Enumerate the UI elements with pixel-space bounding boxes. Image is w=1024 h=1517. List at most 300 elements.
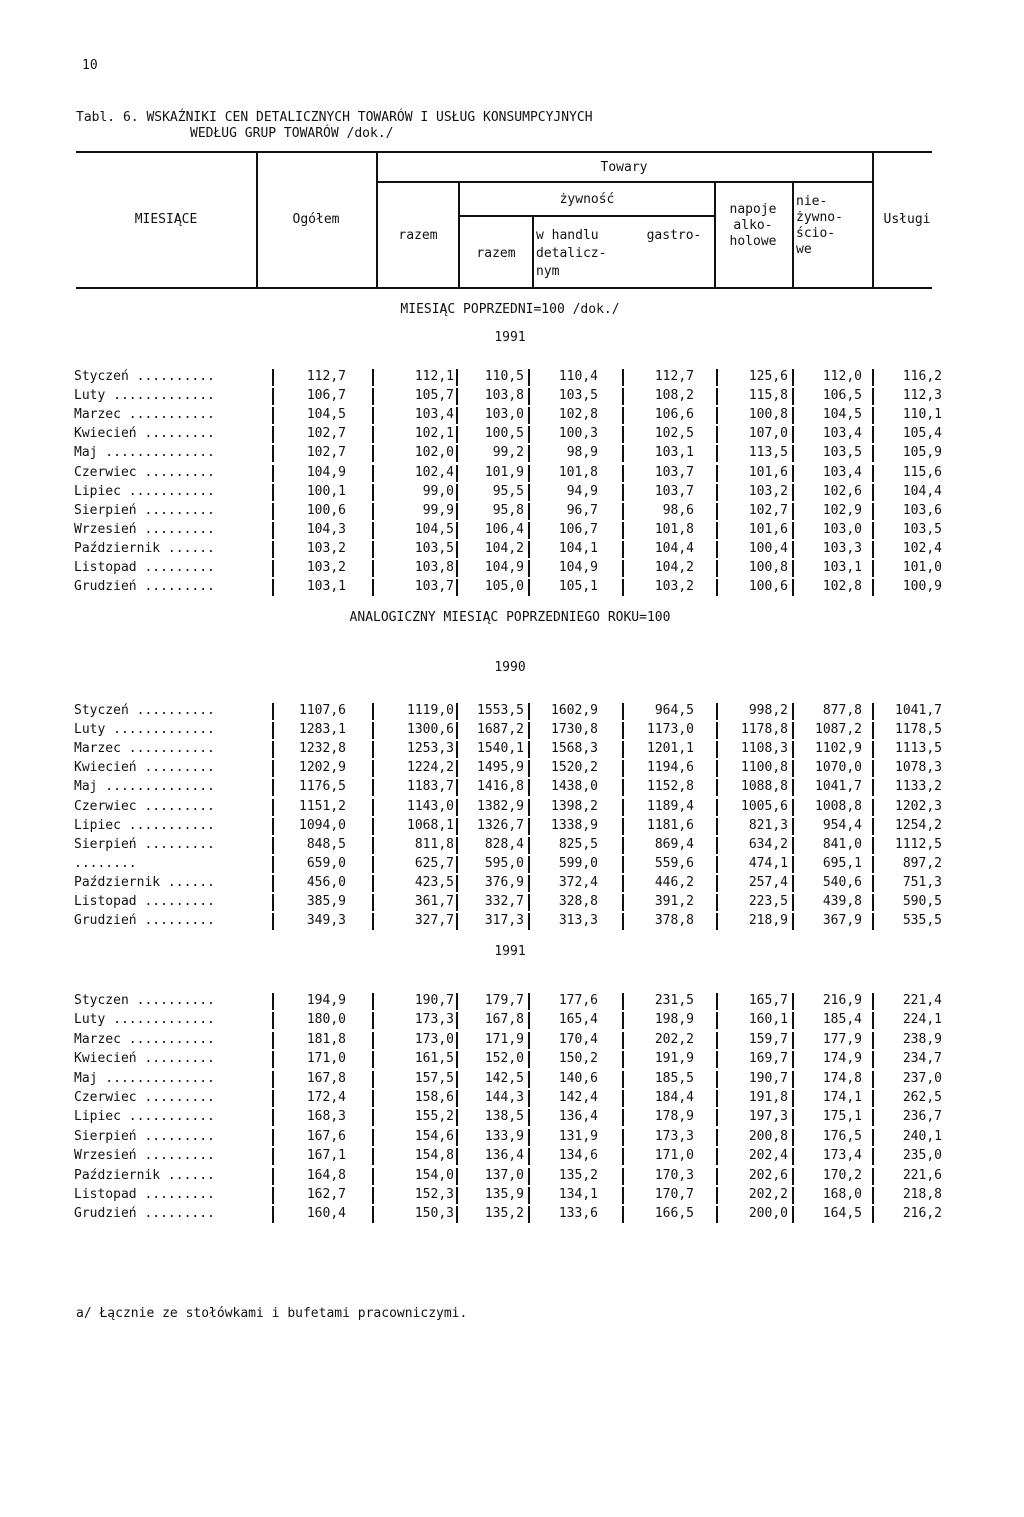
- table-cell: 167,1: [306, 1148, 346, 1164]
- table-cell: 138,5: [484, 1109, 524, 1125]
- table-cell: 103,5: [414, 540, 454, 556]
- table-cell: 391,2: [654, 894, 694, 909]
- table-cell: 1094,0: [299, 817, 346, 833]
- table-cell: 1300,6: [407, 722, 454, 738]
- table-cell: 190,7: [748, 1070, 788, 1086]
- table-cell: 474,1: [748, 855, 788, 871]
- table-cell: 115,8: [748, 388, 788, 404]
- table-cell: 869,4: [654, 836, 694, 852]
- table-cell: 535,5: [902, 913, 942, 929]
- table-cell: 197,3: [748, 1109, 788, 1125]
- table-cell: 1100,8: [741, 760, 788, 776]
- table-cell: 174,1: [822, 1090, 862, 1105]
- row-month-label: Listopad .........: [74, 894, 215, 909]
- table-cell: 1183,7: [407, 779, 454, 795]
- table-cell: 1254,2: [895, 817, 942, 833]
- table-cell: 313,3: [558, 913, 598, 929]
- table-cell: 102,9: [822, 502, 862, 518]
- table-row: [0, 778, 1024, 796]
- table-cell: 98,9: [566, 445, 598, 461]
- table-cell: 191,8: [748, 1090, 788, 1105]
- header-niezyw-4: we: [796, 242, 812, 257]
- table-row: [0, 798, 1024, 816]
- table-cell: 439,8: [822, 894, 862, 909]
- table-cell: 180,0: [306, 1012, 346, 1028]
- row-month-label: Czerwiec .........: [74, 1090, 215, 1105]
- table-cell: 107,0: [748, 426, 788, 442]
- table-cell: 103,1: [306, 579, 346, 595]
- table-cell: 1553,5: [477, 703, 524, 718]
- row-month-label: Styczen ..........: [74, 993, 215, 1008]
- table-cell: 317,3: [484, 913, 524, 929]
- table-cell: 103,2: [306, 560, 346, 575]
- table-title: Tabl. 6. WSKAŹNIKI CEN DETALICZNYCH TOWARÓW I USŁUG KONSUMPCYJNYCH: [76, 110, 593, 125]
- table-cell: 1189,4: [647, 798, 694, 814]
- table-row: [0, 893, 1024, 911]
- table-cell: 103,4: [414, 407, 454, 423]
- table-cell: 595,0: [484, 855, 524, 871]
- table-cell: 1540,1: [477, 741, 524, 757]
- table-cell: 1338,9: [551, 817, 598, 833]
- table-cell: 174,8: [822, 1070, 862, 1086]
- table-cell: 104,1: [558, 540, 598, 556]
- header-zywnosc: żywność: [559, 192, 615, 207]
- table-cell: 1068,1: [407, 817, 454, 833]
- table-cell: 102,8: [558, 407, 598, 423]
- table-cell: 144,3: [484, 1090, 524, 1105]
- header-miesiace: MIESIĄCE: [134, 212, 198, 227]
- table-cell: 135,9: [484, 1187, 524, 1202]
- table-cell: 103,5: [822, 445, 862, 461]
- table-cell: 327,7: [414, 913, 454, 929]
- table-cell: 202,6: [748, 1167, 788, 1183]
- row-month-label: ........: [74, 855, 137, 871]
- table-cell: 102,1: [414, 426, 454, 442]
- table-cell: 328,8: [558, 894, 598, 909]
- table-row: [0, 1089, 1024, 1107]
- table-cell: 103,8: [414, 560, 454, 575]
- table-cell: 98,6: [662, 502, 694, 518]
- table-cell: 166,5: [654, 1206, 694, 1222]
- table-cell: 1108,3: [741, 741, 788, 757]
- table-cell: 142,5: [484, 1070, 524, 1086]
- table-cell: 113,5: [748, 445, 788, 461]
- row-month-label: Marzec ...........: [74, 741, 215, 757]
- table-cell: 136,4: [484, 1148, 524, 1164]
- table-cell: 152,3: [414, 1187, 454, 1202]
- header-handel-3: nym: [536, 264, 560, 279]
- table-cell: 106,5: [822, 388, 862, 404]
- table-cell: 170,3: [654, 1167, 694, 1183]
- table-cell: 103,4: [822, 464, 862, 480]
- row-month-label: Lipiec ...........: [74, 817, 215, 833]
- table-cell: 385,9: [306, 894, 346, 909]
- table-cell: 125,6: [748, 369, 788, 384]
- table-cell: 177,6: [558, 993, 598, 1008]
- table-cell: 104,3: [306, 521, 346, 537]
- table-cell: 167,6: [306, 1128, 346, 1144]
- table-cell: 625,7: [414, 855, 454, 871]
- header-handel-1: w handlu: [536, 228, 599, 243]
- row-month-label: Czerwiec .........: [74, 798, 215, 814]
- table-cell: 170,7: [654, 1187, 694, 1202]
- table-cell: 171,9: [484, 1031, 524, 1047]
- header-uslugi: Usługi: [883, 212, 931, 227]
- table-cell: 1495,9: [477, 760, 524, 776]
- table-cell: 103,1: [654, 445, 694, 461]
- table-row: [0, 1108, 1024, 1126]
- table-row: [0, 425, 1024, 443]
- table-cell: 112,3: [902, 388, 942, 404]
- table-row: [0, 1070, 1024, 1088]
- table-cell: 167,8: [306, 1070, 346, 1086]
- table-cell: 181,8: [306, 1031, 346, 1047]
- table-cell: 446,2: [654, 874, 694, 890]
- table-cell: 112,7: [306, 369, 346, 384]
- section3-year: 1991: [494, 944, 526, 959]
- table-cell: 176,5: [822, 1128, 862, 1144]
- table-cell: 175,1: [822, 1109, 862, 1125]
- table-cell: 164,5: [822, 1206, 862, 1222]
- table-cell: 106,7: [306, 388, 346, 404]
- table-cell: 372,4: [558, 874, 598, 890]
- table-cell: 157,5: [414, 1070, 454, 1086]
- table-cell: 105,1: [558, 579, 598, 595]
- table-row: [0, 1031, 1024, 1049]
- table-cell: 136,4: [558, 1109, 598, 1125]
- table-cell: 168,0: [822, 1187, 862, 1202]
- table-row: [0, 992, 1024, 1010]
- table-cell: 104,4: [902, 483, 942, 499]
- table-cell: 216,9: [822, 993, 862, 1008]
- section1-base: MIESIĄC POPRZEDNI=100 /dok./: [400, 302, 620, 317]
- table-cell: 104,2: [654, 560, 694, 575]
- table-cell: 104,9: [484, 560, 524, 575]
- table-cell: 216,2: [902, 1206, 942, 1222]
- table-cell: 134,6: [558, 1148, 598, 1164]
- table-cell: 104,9: [306, 464, 346, 480]
- table-cell: 104,4: [654, 540, 694, 556]
- table-cell: 173,3: [414, 1012, 454, 1028]
- table-cell: 1173,0: [647, 722, 694, 738]
- table-cell: 161,5: [414, 1051, 454, 1067]
- table-cell: 897,2: [902, 855, 942, 871]
- row-month-label: Czerwiec .........: [74, 464, 215, 480]
- table-cell: 1178,8: [741, 722, 788, 738]
- table-cell: 423,5: [414, 874, 454, 890]
- table-cell: 590,5: [902, 894, 942, 909]
- table-row: [0, 1205, 1024, 1223]
- table-cell: 170,4: [558, 1031, 598, 1047]
- table-cell: 1005,6: [741, 798, 788, 814]
- table-cell: 378,8: [654, 913, 694, 929]
- table-cell: 104,2: [484, 540, 524, 556]
- table-cell: 1151,2: [299, 798, 346, 814]
- table-cell: 1568,3: [551, 741, 598, 757]
- table-cell: 1520,2: [551, 760, 598, 776]
- table-cell: 101,0: [902, 560, 942, 575]
- row-month-label: Grudzień .........: [74, 579, 215, 595]
- row-month-label: Grudzień .........: [74, 913, 215, 929]
- table-cell: 1176,5: [299, 779, 346, 795]
- table-cell: 103,7: [654, 464, 694, 480]
- table-cell: 102,0: [414, 445, 454, 461]
- table-cell: 202,2: [654, 1031, 694, 1047]
- row-month-label: Lipiec ...........: [74, 1109, 215, 1125]
- table-cell: 332,7: [484, 894, 524, 909]
- table-cell: 99,0: [422, 483, 454, 499]
- table-cell: 877,8: [822, 703, 862, 718]
- row-month-label: Październik ......: [74, 540, 215, 556]
- table-cell: 257,4: [748, 874, 788, 890]
- table-row: [0, 1186, 1024, 1204]
- table-cell: 152,0: [484, 1051, 524, 1067]
- header-niezyw-1: nie-: [796, 194, 828, 209]
- table-cell: 231,5: [654, 993, 694, 1008]
- table-cell: 103,2: [748, 483, 788, 499]
- table-cell: 223,5: [748, 894, 788, 909]
- table-cell: 104,5: [414, 521, 454, 537]
- table-cell: 218,9: [748, 913, 788, 929]
- table-cell: 95,8: [492, 502, 524, 518]
- table-cell: 1438,0: [551, 779, 598, 795]
- table-cell: 160,1: [748, 1012, 788, 1028]
- table-cell: 164,8: [306, 1167, 346, 1183]
- table-cell: 224,1: [902, 1012, 942, 1028]
- row-month-label: Maj ..............: [74, 1070, 215, 1086]
- table-cell: 540,6: [822, 874, 862, 890]
- table-cell: 221,6: [902, 1167, 942, 1183]
- table-cell: 174,9: [822, 1051, 862, 1067]
- footnote: a/ Łącznie ze stołówkami i bufetami pracowniczymi.: [76, 1306, 468, 1321]
- table-cell: 194,9: [306, 993, 346, 1008]
- row-month-label: Wrzesień .........: [74, 1148, 215, 1164]
- table-row: [0, 1011, 1024, 1029]
- row-month-label: Styczeń ..........: [74, 703, 215, 718]
- table-cell: 110,5: [484, 369, 524, 384]
- table-row: [0, 721, 1024, 739]
- table-cell: 841,0: [822, 836, 862, 852]
- table-cell: 165,7: [748, 993, 788, 1008]
- table-cell: 1008,8: [815, 798, 862, 814]
- table-cell: 106,4: [484, 521, 524, 537]
- table-cell: 179,7: [484, 993, 524, 1008]
- table-cell: 104,5: [306, 407, 346, 423]
- table-cell: 116,2: [902, 369, 942, 384]
- header-napoje-1: napoje: [729, 202, 777, 217]
- header-niezyw-2: żywno-: [796, 210, 843, 225]
- table-cell: 1178,5: [895, 722, 942, 738]
- table-cell: 236,7: [902, 1109, 942, 1125]
- table-row: [0, 702, 1024, 720]
- table-cell: 171,0: [654, 1148, 694, 1164]
- table-cell: 100,9: [902, 579, 942, 595]
- row-month-label: Listopad .........: [74, 560, 215, 575]
- table-cell: 154,8: [414, 1148, 454, 1164]
- table-cell: 133,6: [558, 1206, 598, 1222]
- table-cell: 367,9: [822, 913, 862, 929]
- table-cell: 95,5: [492, 483, 524, 499]
- table-cell: 137,0: [484, 1167, 524, 1183]
- row-month-label: Sierpień .........: [74, 502, 215, 518]
- table-cell: 361,7: [414, 894, 454, 909]
- table-cell: 101,6: [748, 464, 788, 480]
- table-cell: 101,8: [558, 464, 598, 480]
- table-cell: 103,0: [822, 521, 862, 537]
- header-zywnosc-razem: razem: [476, 246, 516, 261]
- table-cell: 102,7: [748, 502, 788, 518]
- header-napoje-2: alko-: [733, 218, 773, 233]
- table-cell: 235,0: [902, 1148, 942, 1164]
- table-cell: 695,1: [822, 855, 862, 871]
- table-cell: 112,7: [654, 369, 694, 384]
- table-cell: 221,4: [902, 993, 942, 1008]
- header-niezyw-3: ścio-: [796, 226, 836, 241]
- table-cell: 100,8: [748, 407, 788, 423]
- row-month-label: Kwiecień .........: [74, 1051, 215, 1067]
- header-gastro: gastro-: [646, 228, 702, 243]
- table-row: [0, 464, 1024, 482]
- table-cell: 100,8: [748, 560, 788, 575]
- table-cell: 237,0: [902, 1070, 942, 1086]
- table-row: [0, 874, 1024, 892]
- table-cell: 234,7: [902, 1051, 942, 1067]
- table-cell: 100,3: [558, 426, 598, 442]
- table-cell: 1143,0: [407, 798, 454, 814]
- table-cell: 376,9: [484, 874, 524, 890]
- row-month-label: Marzec ...........: [74, 1031, 215, 1047]
- row-month-label: Maj ..............: [74, 445, 215, 461]
- table-cell: 155,2: [414, 1109, 454, 1125]
- section1-year: 1991: [494, 330, 526, 345]
- table-cell: 1202,3: [895, 798, 942, 814]
- table-cell: 94,9: [566, 483, 598, 499]
- section2-year: 1990: [494, 660, 526, 675]
- row-month-label: Sierpień .........: [74, 1128, 215, 1144]
- row-month-label: Październik ......: [74, 874, 215, 890]
- table-cell: 1078,3: [895, 760, 942, 776]
- table-cell: 198,9: [654, 1012, 694, 1028]
- table-cell: 103,7: [414, 579, 454, 595]
- table-cell: 1224,2: [407, 760, 454, 776]
- table-cell: 1416,8: [477, 779, 524, 795]
- table-cell: 103,4: [822, 426, 862, 442]
- table-row: [0, 368, 1024, 386]
- table-cell: 964,5: [654, 703, 694, 718]
- table-row: [0, 521, 1024, 539]
- table-cell: 170,2: [822, 1167, 862, 1183]
- table-cell: 200,8: [748, 1128, 788, 1144]
- table-row: [0, 578, 1024, 596]
- table-cell: 159,7: [748, 1031, 788, 1047]
- table-cell: 202,4: [748, 1148, 788, 1164]
- table-row: [0, 502, 1024, 520]
- table-cell: 102,7: [306, 426, 346, 442]
- table-cell: 456,0: [306, 874, 346, 890]
- table-cell: 1113,5: [895, 741, 942, 757]
- table-cell: 103,2: [654, 579, 694, 595]
- table-cell: 1326,7: [477, 817, 524, 833]
- table-cell: 1088,8: [741, 779, 788, 795]
- table-cell: 103,8: [484, 388, 524, 404]
- table-cell: 112,0: [822, 369, 862, 384]
- table-cell: 160,4: [306, 1206, 346, 1222]
- table-cell: 165,4: [558, 1012, 598, 1028]
- row-month-label: Grudzień .........: [74, 1206, 215, 1222]
- table-cell: 177,9: [822, 1031, 862, 1047]
- table-cell: 102,5: [654, 426, 694, 442]
- table-cell: 105,4: [902, 426, 942, 442]
- header-ogolem: Ogółem: [292, 212, 340, 227]
- table-cell: 559,6: [654, 855, 694, 871]
- table-cell: 115,6: [902, 464, 942, 480]
- table-cell: 131,9: [558, 1128, 598, 1144]
- table-cell: 135,2: [558, 1167, 598, 1183]
- section2-base: ANALOGICZNY MIESIĄC POPRZEDNIEGO ROKU=100: [349, 610, 671, 625]
- table-cell: 103,5: [902, 521, 942, 537]
- table-row: [0, 855, 1024, 873]
- table-cell: 102,7: [306, 445, 346, 461]
- header-handel-2: detalicz-: [536, 246, 607, 261]
- table-cell: 105,7: [414, 388, 454, 404]
- table-row: [0, 444, 1024, 462]
- table-cell: 100,6: [306, 502, 346, 518]
- table-cell: 105,9: [902, 445, 942, 461]
- table-cell: 99,9: [422, 502, 454, 518]
- table-cell: 162,7: [306, 1187, 346, 1202]
- table-cell: 100,4: [748, 540, 788, 556]
- table-cell: 828,4: [484, 836, 524, 852]
- table-cell: 101,9: [484, 464, 524, 480]
- table-cell: 104,5: [822, 407, 862, 423]
- table-cell: 1133,2: [895, 779, 942, 795]
- table-cell: 1070,0: [815, 760, 862, 776]
- table-cell: 1087,2: [815, 722, 862, 738]
- table-cell: 104,9: [558, 560, 598, 575]
- table-cell: 1201,1: [647, 741, 694, 757]
- table-cell: 634,2: [748, 836, 788, 852]
- table-cell: 169,7: [748, 1051, 788, 1067]
- table-row: [0, 1128, 1024, 1146]
- header-towary: Towary: [600, 160, 648, 175]
- table-cell: 262,5: [902, 1090, 942, 1105]
- row-month-label: Styczeń ..........: [74, 369, 215, 384]
- table-cell: 99,2: [492, 445, 524, 461]
- table-cell: 1152,8: [647, 779, 694, 795]
- row-month-label: Sierpień .........: [74, 836, 215, 852]
- table-cell: 184,4: [654, 1090, 694, 1105]
- table-row: [0, 1050, 1024, 1068]
- row-month-label: Wrzesień .........: [74, 521, 215, 537]
- table-cell: 1602,9: [551, 703, 598, 718]
- table-subtitle: WEDŁUG GRUP TOWARÓW /dok./: [190, 126, 394, 141]
- table-cell: 1232,8: [299, 741, 346, 757]
- table-cell: 821,3: [748, 817, 788, 833]
- table-cell: 825,5: [558, 836, 598, 852]
- table-cell: 168,3: [306, 1109, 346, 1125]
- table-row: [0, 483, 1024, 501]
- table-cell: 1730,8: [551, 722, 598, 738]
- table-cell: 171,0: [306, 1051, 346, 1067]
- table-cell: 106,7: [558, 521, 598, 537]
- table-cell: 173,0: [414, 1031, 454, 1047]
- table-cell: 1202,9: [299, 760, 346, 776]
- table-cell: 1181,6: [647, 817, 694, 833]
- table-cell: 103,2: [306, 540, 346, 556]
- row-month-label: Maj ..............: [74, 779, 215, 795]
- row-month-label: Luty .............: [74, 722, 215, 738]
- table-cell: 142,4: [558, 1090, 598, 1105]
